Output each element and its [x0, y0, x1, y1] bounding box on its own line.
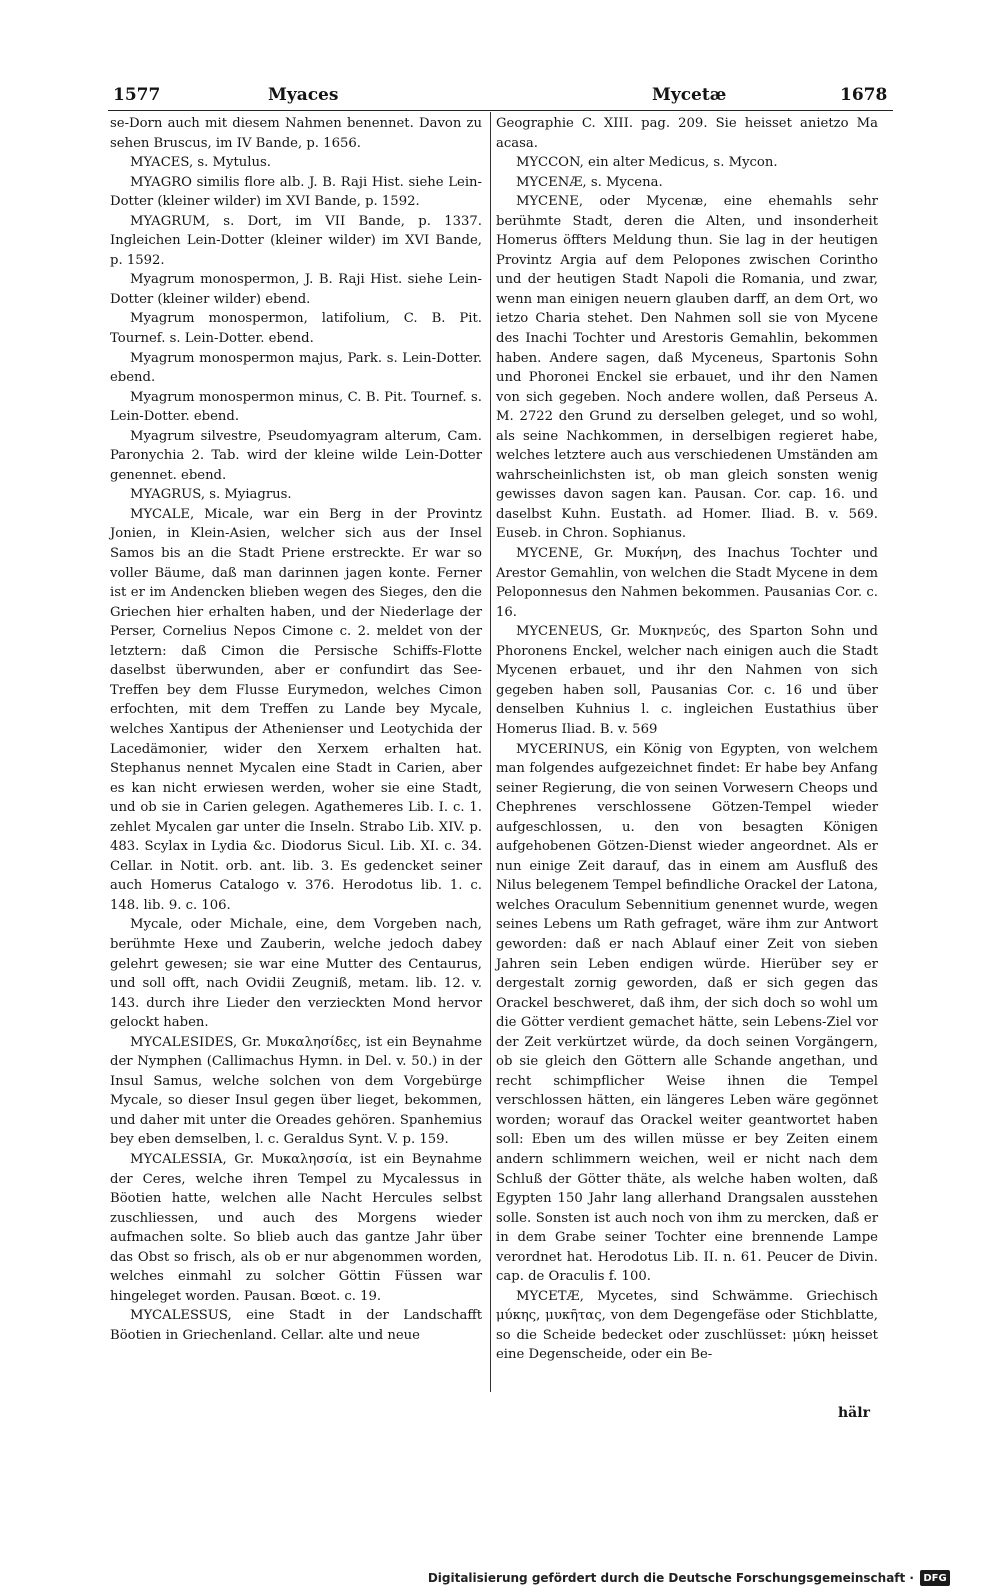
list-item: MYAGRO similis flore alb. J. B. Raji Hist. siehe Lein-Dotter (kleiner wilder) im XVI Bande, p. 1592.: [110, 174, 482, 210]
header-rule: [108, 110, 893, 111]
list-item: MYAGRUS, s. Myiagrus.: [130, 487, 292, 503]
list-item: MYCALE, Micale, war ein Berg in der Provintz Jonien, in Klein-Asien, welcher sich aus der Insel Samos bis an die Stadt Priene erstreckte. Er war so voller Bäume, daß man darinnen jagen konte. Ferner ist er im Andencken blieben wegen des Sieges, den die Griechen hier erhalten haben, und der Niederlage der Perser, Cornelius Nepos Cimone c. 2. meldet von der letztern: daß Cimon die Persische Schiffs-Flotte daselbst überwunden, aber er confundirt das See-Treffen bey dem Flusse Eurymedon, welches Cimon erfochten, mit dem Treffen zu Lande bey Mycale, welches Xantipus der Athenienser und Leotychida der Lacedämonier, wider den Xerxem erhalten hat. Stephanus nennet Mycalen eine Stadt in Carien, aber es kan nicht erwiesen werden, woher sie eine Stadt, und ob sie in Carien gelegen. Agathemeres Lib. I. c. 1. zehlet Mycalen gar unter die Inseln. Strabo Lib. XIV. p. 483. Scylax in Lydia &c. Diodorus Sicul. Lib. XI. c. 34. Cellar. in Notit. orb. ant. lib. 3. Es gedencket seiner auch Homerus Catalogo v. 376. Herodotus lib. 1. c. 148. lib. 9. c. 106.: [110, 506, 482, 913]
list-item: Myagrum monospermon, latifolium, C. B. Pit. Tournef. s. Lein-Dotter. ebend.: [110, 311, 482, 347]
entry-list-left: [110, 114, 482, 1345]
list-item: Myagrum monospermon majus, Park. s. Lein-Dotter. ebend.: [110, 350, 482, 386]
list-item: Myagrum monospermon minus, C. B. Pit. Tournef. s. Lein-Dotter. ebend.: [110, 389, 482, 425]
right-page-number: 1678: [840, 85, 888, 105]
right-running-head: Mycetæ: [652, 85, 727, 105]
left-running-head: Myaces: [268, 85, 339, 105]
digitization-footer: [428, 1570, 950, 1586]
list-item: MYCETÆ, Mycetes, sind Schwämme. Griechisch μύκης, μυκῆτας, von dem Degengefäse oder Stichblatte, so die Scheide bedecket oder zuschlüsset: μύκη heisset eine Degenscheide, oder ein Be-: [496, 1288, 878, 1363]
list-item: MYCALESSIA, Gr. Μυκαλησσία, ist ein Beynahme der Ceres, welche ihren Tempel zu Mycalessus in Böotien hatte, welchen alle Nacht Hercules selbst zuschliessen, und auch des Morgens wieder aufmachen solte. So blieb auch das gantze Jahr über das Obst so frisch, als ob er nur abgenommen worden, welches einmahl zu solcher Göttin Füssen war hingeleget worden. Pausan. Bœot. c. 19.: [110, 1151, 482, 1304]
list-item: MYCERINUS, ein König von Egypten, von welchem man folgendes aufgezeichnet findet: Er habe bey Anfang seiner Regierung, die von seinen Vorwesern Cheops und Chephrenes verschlossene Götzen-Tempel wieder aufgeschlossen, u. den von besagten Königen aufgehobenen Götzen-Dienst wieder angeordnet. Als er nun einige Zeit darauf, das in einem am Ausfluß des Nilus belegenem Tempel befindliche Orackel der Latona, welches Oraculum Sebennitium genennet wurde, wegen seines Lebens um Rath gefraget, wäre ihm zur Antwort geworden: daß er nach Ablauf einer Zeit von sieben Jahren sein Leben endigen würde. Hierüber sey er dergestalt zornig geworden, daß er sich gegen das Orackel beschweret, daß ihm, der sich doch so wohl um die Götter verdient gemachet hätte, sein Lebens-Ziel vor der Zeit verkürtzet würde, da doch seinen Vorgängern, ob sie gleich den Göttern alle Schande angethan, und recht schimpflicher Weise ihnen die Tempel verschlossen hätten, ein längeres Leben wäre gegönnet worden; worauf das Orackel weiter geantwortet haben soll: Eben um des willen müsse er bey Zeiten einem andern schlimmern weichen, weil er nicht nach dem Schluß der Götter thäte, als welche haben wolten, daß Egypten 150 Jahr lang allerhand Drangsalen ausstehen solle. Sonsten ist auch noch von ihm zu mercken, daß er in dem Grabe seiner Tochter eine brennende Lampe verordnet hat. Herodotus Lib. II. n. 61. Peucer de Divin. cap. de Oraculis f. 100.: [496, 741, 878, 1285]
list-item: MYCALESSUS, eine Stadt in der Landschafft Böotien in Griechenland. Cellar. alte und neue: [110, 1308, 482, 1343]
entry-list-right: [496, 114, 878, 1365]
column-divider: [490, 112, 491, 1392]
footer-text: Digitalisierung gefördert durch die Deutsche Forschungsgemeinschaft ·: [427, 1571, 914, 1585]
dfg-logo-icon: DFG: [920, 1570, 950, 1586]
list-item: MYCENE, oder Mycenæ, eine ehemahls sehr berühmte Stadt, deren die Alten, und insonderheit Homerus öffters Meldung thun. Sie lag in der heutigen Provintz Argia auf dem Pelopones zwischen Corintho und der heutigen Stadt Napoli die Romania, und zwar, wenn man einigen neuern glauben darff, an dem Ort, wo ietzo Charia stehet. Den Nahmen soll sie von Mycene des Inachi Tochter und Arestoris Gemahlin, bekommen haben. Andere sagen, daß Myceneus, Spartonis Sohn und Phoronei Enckel sie erbauet, und ihr den Namen von sich gegeben. Noch andere wollen, daß Perseus A. M. 2722 den Grund zu derselben geleget, und so wohl, als seine Nachkommen, in derselbigen regieret habe, welches letztere auch aus verschiedenen Umständen am wahrscheinlichsten ist, ob man gleich sonsten wenig gewisses davon sagen kan. Pausan. Cor. cap. 16. und daselbst Kuhn. Eustath. ad Homer. Iliad. B. v. 569. Euseb. in Chron. Sophianus.: [496, 194, 878, 542]
list-item: Geographie C. XIII. pag. 209. Sie heisset anietzo Ma acasa.: [496, 116, 878, 151]
list-item: Myagrum monospermon, J. B. Raji Hist. siehe Lein-Dotter (kleiner wilder) ebend.: [110, 272, 482, 307]
list-item: MYCALESIDES, Gr. Μυκαλησίδες, ist ein Beynahme der Nymphen (Callimachus Hymn. in Del. v. 50.) in der Insul Samus, welche solchen von dem Vorgebürge Mycale, so dieser Insul gegen über lieget, bekommen, und daher mit unter die Oreades gehören. Spanhemius bey eben demselben, l. c. Geraldus Synt. V. p. 159.: [110, 1034, 482, 1148]
list-item: MYACES, s. Mytulus.: [130, 155, 271, 171]
catchword: hälr: [838, 1405, 870, 1421]
list-item: MYCENEUS, Gr. Μυκηνεύς, des Sparton Sohn und Phoronens Enckel, welcher nach einigen auch die Stadt Mycenen erbauet, und ihr den Nahmen von sich gegeben haben soll, Pausanias Cor. c. 16 und über denselben Kuhnius l. c. ingleichen Eustathius über Homerus Iliad. B. v. 569: [496, 624, 878, 737]
list-item: MYCENE, Gr. Μυκήνη, des Inachus Tochter und Arestor Gemahlin, von welchen die Stadt Mycene in dem Peloponnesus den Nahmen bekommen. Pausanias Cor. c. 16.: [496, 546, 878, 620]
list-item: MYCCON, ein alter Medicus, s. Mycon.: [516, 155, 778, 171]
list-item: MYCENÆ, s. Mycena.: [516, 174, 663, 190]
list-item: Mycale, oder Michale, eine, dem Vorgeben nach, berühmte Hexe und Zauberin, welche jedoch dabey gelehrt gewesen; sie war eine Mutter des Centaurus, und soll offt, nach Ovidii Zeugniß, metam. lib. 12. v. 143. durch ihre Lieder den verzieckten Mond hervor gelockt haben.: [110, 917, 482, 1031]
list-item: se-Dorn auch mit diesem Nahmen benennet. Davon zu sehen Bruscus, im IV Bande, p. 1656.: [110, 116, 482, 151]
right-column: [496, 114, 878, 1365]
left-column: [110, 114, 482, 1345]
list-item: Myagrum silvestre, Pseudomyagram alterum, Cam. Paronychia 2. Tab. wird der kleine wilde Lein-Dotter genennet. ebend.: [110, 428, 482, 483]
list-item: MYAGRUM, s. Dort, im VII Bande, p. 1337. Ingleichen Lein-Dotter (kleiner wilder) im XVI Bande, p. 1592.: [110, 213, 482, 268]
left-page-number: 1577: [113, 85, 161, 105]
